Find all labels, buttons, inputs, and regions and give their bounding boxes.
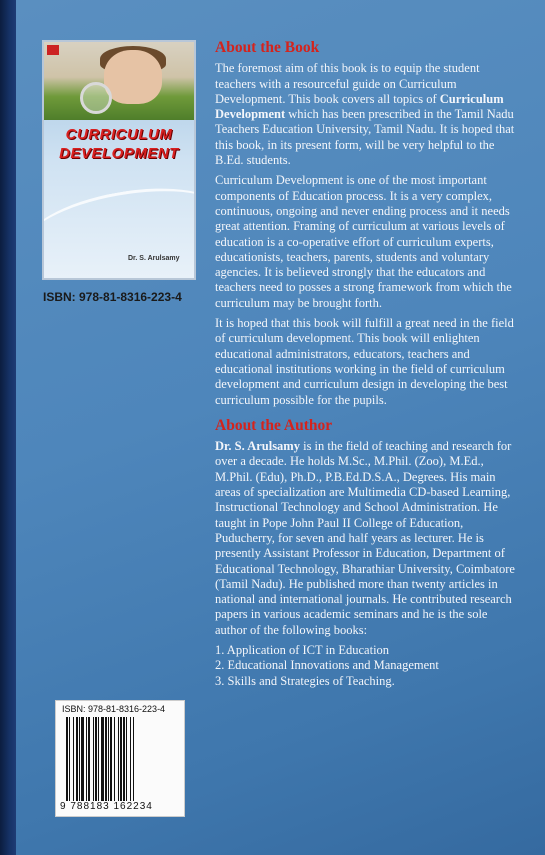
- cover-photo: [44, 42, 194, 120]
- barcode-number: 9 788183 162234: [60, 801, 153, 812]
- thumb-author: Dr. S. Arulsamy: [128, 255, 180, 262]
- author-name: Dr. S. Arulsamy: [215, 439, 300, 454]
- book-list: [215, 643, 515, 689]
- barcode-box: [55, 700, 185, 817]
- book-spine: [0, 0, 16, 855]
- boy-face: [104, 50, 162, 104]
- cover-thumbnail: [42, 40, 196, 280]
- thumb-title-line2: DEVELOPMENT: [59, 145, 179, 162]
- thumb-title-line1: CURRICULUM: [65, 126, 173, 143]
- text-column: [215, 40, 515, 689]
- about-book-p2: Curriculum Development is one of the most important components of Education process. It is a very complex, continuous, ongoing and never ending process and it needs great attention. Framing of curriculum at various levels of education is a co-operative effort of curriculum experts, educationists, teachers, parents, students and voluntary agencies. It is believed strongly that the educators and teachers need to posses a strong framework from which the curriculum may be brought forth.: [215, 173, 512, 310]
- barcode-icon: [66, 717, 176, 801]
- publisher-logo: [47, 45, 59, 55]
- p1-bold: Curriculum Development: [215, 91, 504, 122]
- about-book-heading: About the Book: [215, 39, 320, 56]
- list-item: 1. Application of ICT in Education: [215, 642, 390, 657]
- magnifier-icon: [80, 82, 112, 114]
- p1-text-end: which has been prescribed in the Tamil Nadu Teachers Education University, Tamil Nadu. It is hoped that this book, in its present form, will be very helpful to the B.Ed. students.: [215, 107, 515, 168]
- author-bio-text: is in the field of teaching and research for over a decade. He holds M.Sc., M.Phil. (Zoo), M.Ed., M.Phil. (Edu), Ph.D., P.B.Ed.D.S.A., Degrees. His main areas of specialization are Multimedia CD-based Learning, Instructional Technology and School Administration. He taught in Pope John Paul II College of Education, Puducherry, for seven and half years as lecturer. He is presently Assistant Professor in Education, Department of Educational Technology, Bharathiar University, Coimbatore (Tamil Nadu). He published more than twenty articles in national and international journals. He contributed research papers in various academic seminars and he is the sole author of the following books:: [215, 439, 515, 637]
- barcode-isbn: ISBN: 978-81-8316-223-4: [62, 704, 166, 714]
- list-item: 2. Educational Innovations and Management: [215, 658, 439, 673]
- about-book-p1: [215, 61, 515, 168]
- decorative-wave: [42, 175, 196, 280]
- p1-text: The foremost aim of this book is to equip the student teachers with a resourceful guide on Curriculum Development. This book covers all topics of: [215, 61, 480, 106]
- isbn-label: ISBN: 978-81-8316-223-4: [43, 290, 182, 304]
- about-author-heading: About the Author: [215, 416, 333, 434]
- about-book-p3: It is hoped that this book will fulfill a great need in the field of curriculum development. This book will enlighten educational administrators, educators, teachers and educational institutions working in the field of curriculum development and curriculum design in developing the best curriculum possible for the pupils.: [215, 316, 514, 407]
- list-item: 3. Skills and Strategies of Teaching.: [215, 673, 395, 688]
- about-author-bio: [215, 439, 515, 638]
